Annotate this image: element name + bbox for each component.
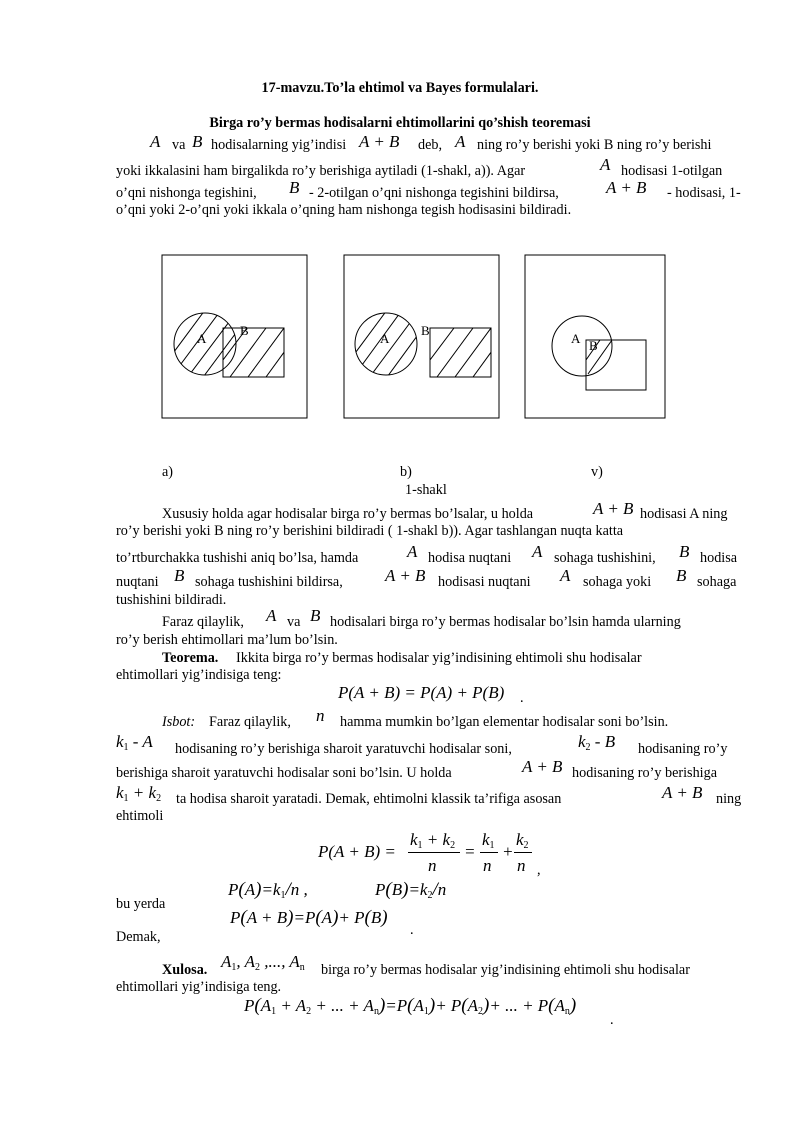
label-A: A: [197, 331, 207, 346]
symbol-A: A: [600, 155, 611, 174]
text: hodisasi 1-otilgan: [621, 163, 723, 179]
text: Faraz qilaylik,: [209, 714, 291, 730]
formula-PB: $P(B)=k_2/n$: [375, 879, 447, 901]
text: tushishini bildiradi.: [116, 592, 227, 608]
fraction-bar: [514, 852, 532, 853]
text: hodisaning ro’y: [638, 741, 728, 757]
comma: ,: [537, 862, 541, 878]
symbol-A: A: [560, 566, 571, 585]
demak-label: Demak,: [116, 929, 161, 945]
label-B: B: [421, 323, 430, 338]
symbol-k1-plus-k2: $k_1 + k_2$: [116, 783, 162, 804]
text: - 2-otilgan o’qni nishonga tegishini bildirsa,: [309, 185, 559, 201]
text: ehtimollari yig’indisiga teng.: [116, 979, 282, 995]
xulosa-label: Xulosa.: [162, 962, 208, 978]
figure-title: 1-shakl: [405, 482, 447, 498]
text: ehtimollari yig’indisiga teng:: [116, 667, 282, 683]
formula-lhs: P(A + B) =: [318, 842, 396, 861]
fraction-denominator: n: [428, 856, 437, 875]
text: hodisalarning yig’indisi: [211, 137, 347, 153]
text: hodisasi A ning: [640, 506, 728, 522]
frame: [162, 255, 307, 418]
symbol-A: A: [407, 542, 418, 561]
symbol-A1-An: $A_1$, $A_2$ ,..., $A_n$: [221, 952, 305, 973]
symbol-n: n: [316, 706, 325, 725]
symbol-B: B: [679, 542, 690, 561]
symbol-A-plus-B: A + B: [606, 178, 647, 197]
fraction-numerator: $k_1 + k_2$: [410, 830, 456, 851]
text: ta hodisa sharoit yaratadi. Demak, ehtimolni klassik ta’rifiga asosan: [176, 791, 562, 807]
fraction-denominator: n: [483, 856, 492, 875]
fraction-numerator: $k_1$: [482, 830, 495, 851]
text: birga ro’y bermas hodisalar yig’indisining ehtimoli shu hodisalar: [321, 962, 690, 978]
symbol-k1-A: $k_1$ - A: [116, 732, 153, 753]
symbol-A: A: [266, 606, 277, 625]
page-title: 17-mavzu.To’la ehtimol va Bayes formulalari.: [261, 80, 539, 96]
text: berishiga sharoit yaratuvchi hodisalar soni bo’lsin. U holda: [116, 765, 452, 781]
text: hodisaning ro’y berishiga: [572, 765, 717, 781]
formula-period: .: [610, 1012, 614, 1028]
text: Faraz qilaylik,: [162, 614, 244, 630]
fraction-bar: [480, 852, 498, 853]
symbol-B: B: [289, 178, 300, 197]
caption-b: b): [400, 464, 412, 480]
equals: =: [464, 842, 476, 861]
label-A: A: [571, 331, 581, 346]
text: ro’y berishi yoki B ning ro’y berishini bildiradi ( 1-shakl b)). Agar tashlangan nuqta katta: [116, 523, 624, 539]
fraction-bar: [408, 852, 460, 853]
section-heading: Birga ro’y bermas hodisalarni ehtimollarini qo’shish teoremasi: [209, 115, 591, 131]
bu-yerda-label: bu yerda: [116, 896, 166, 912]
text: Ikkita birga ro’y bermas hodisalar yig’indisining ehtimoli shu hodisalar: [236, 650, 642, 666]
fraction-denominator: n: [517, 856, 526, 875]
text: hodisalari birga ro’y bermas hodisalar bo’lsin hamda ularning: [330, 614, 681, 630]
symbol-A: A: [150, 132, 161, 151]
text: sohaga tushishini bildirsa,: [195, 574, 343, 590]
text: o’qni nishonga tegishini,: [116, 185, 257, 201]
text: ro’y berish ehtimollari ma’lum bo’lsin.: [116, 632, 338, 648]
symbol-A: A: [532, 542, 543, 561]
symbol-B: B: [174, 566, 185, 585]
text: to’rtburchakka tushishi aniq bo’lsa, hamda: [116, 550, 359, 566]
venn-diagram-a: [162, 255, 307, 418]
frame: [525, 255, 665, 418]
formula-addition: P(A + B) = P(A) + P(B): [338, 683, 505, 702]
caption-v: v): [591, 464, 603, 480]
symbol-A-plus-B: A + B: [522, 757, 563, 776]
text: Xususiy holda agar hodisalar birga ro’y bermas bo’lsalar, u holda: [162, 506, 534, 522]
formula-period: .: [520, 690, 524, 706]
text: va: [172, 137, 186, 153]
symbol-B: B: [676, 566, 687, 585]
text: hodisa nuqtani: [428, 550, 512, 566]
text: hodisasi nuqtani: [438, 574, 531, 590]
symbol-A: A: [455, 132, 466, 151]
venn-diagram-v: [525, 255, 665, 418]
venn-diagram-b: [344, 255, 499, 418]
formula-result: P(A + B)=P(A)+ P(B): [230, 907, 388, 928]
proof-label: Isbot:: [162, 714, 196, 730]
text: nuqtani: [116, 574, 159, 590]
plus: +: [502, 842, 514, 861]
text: sohaga yoki: [583, 574, 652, 590]
caption-a: a): [162, 464, 174, 480]
symbol-A-plus-B: A + B: [593, 499, 634, 518]
symbol-B: B: [192, 132, 203, 151]
symbol-A-plus-B: A + B: [662, 783, 703, 802]
fraction-numerator: $k_2$: [516, 830, 529, 851]
symbol-A-plus-B: A + B: [385, 566, 426, 585]
theorem-label: Teorema.: [162, 650, 219, 666]
text: va: [287, 614, 301, 630]
text: deb,: [418, 137, 443, 153]
figure-1-shakl: [0, 250, 800, 450]
text: - hodisasi, 1-: [667, 185, 741, 201]
label-B: B: [240, 323, 249, 338]
text: yoki ikkalasini ham birgalikda ro’y berishiga aytiladi (1-shakl, a)). Agar: [116, 163, 526, 179]
symbol-B: B: [310, 606, 321, 625]
text: hamma mumkin bo’lgan elementar hodisalar soni bo’lsin.: [340, 714, 669, 730]
label-B: B: [589, 338, 598, 353]
formula-PA: $P(A)=k_1/n$ ,: [228, 879, 308, 901]
formula-sum-general: $P(A_1 + A_2$ + ... + $A_n)=P(A_1)+ P(A_2)+$ ... + $P(A_n)$: [244, 995, 577, 1017]
text: ehtimoli: [116, 808, 164, 824]
text: hodisa: [700, 550, 738, 566]
text: sohaga tushishini,: [554, 550, 656, 566]
text: ning: [716, 791, 742, 807]
formula-period: .: [410, 922, 414, 938]
text: o’qni yoki 2-o’qni yoki ikkala o’qning ham nishonga tegish hodisasini bildiradi.: [116, 202, 572, 218]
text: hodisaning ro’y berishiga sharoit yaratuvchi hodisalar soni,: [175, 741, 512, 757]
symbol-A-plus-B: A + B: [359, 132, 400, 151]
symbol-k2-B: $k_2$ - B: [578, 732, 616, 753]
label-A: A: [380, 331, 390, 346]
text: ning ro’y berishi yoki B ning ro’y berishi: [477, 137, 712, 153]
text: sohaga: [697, 574, 737, 590]
